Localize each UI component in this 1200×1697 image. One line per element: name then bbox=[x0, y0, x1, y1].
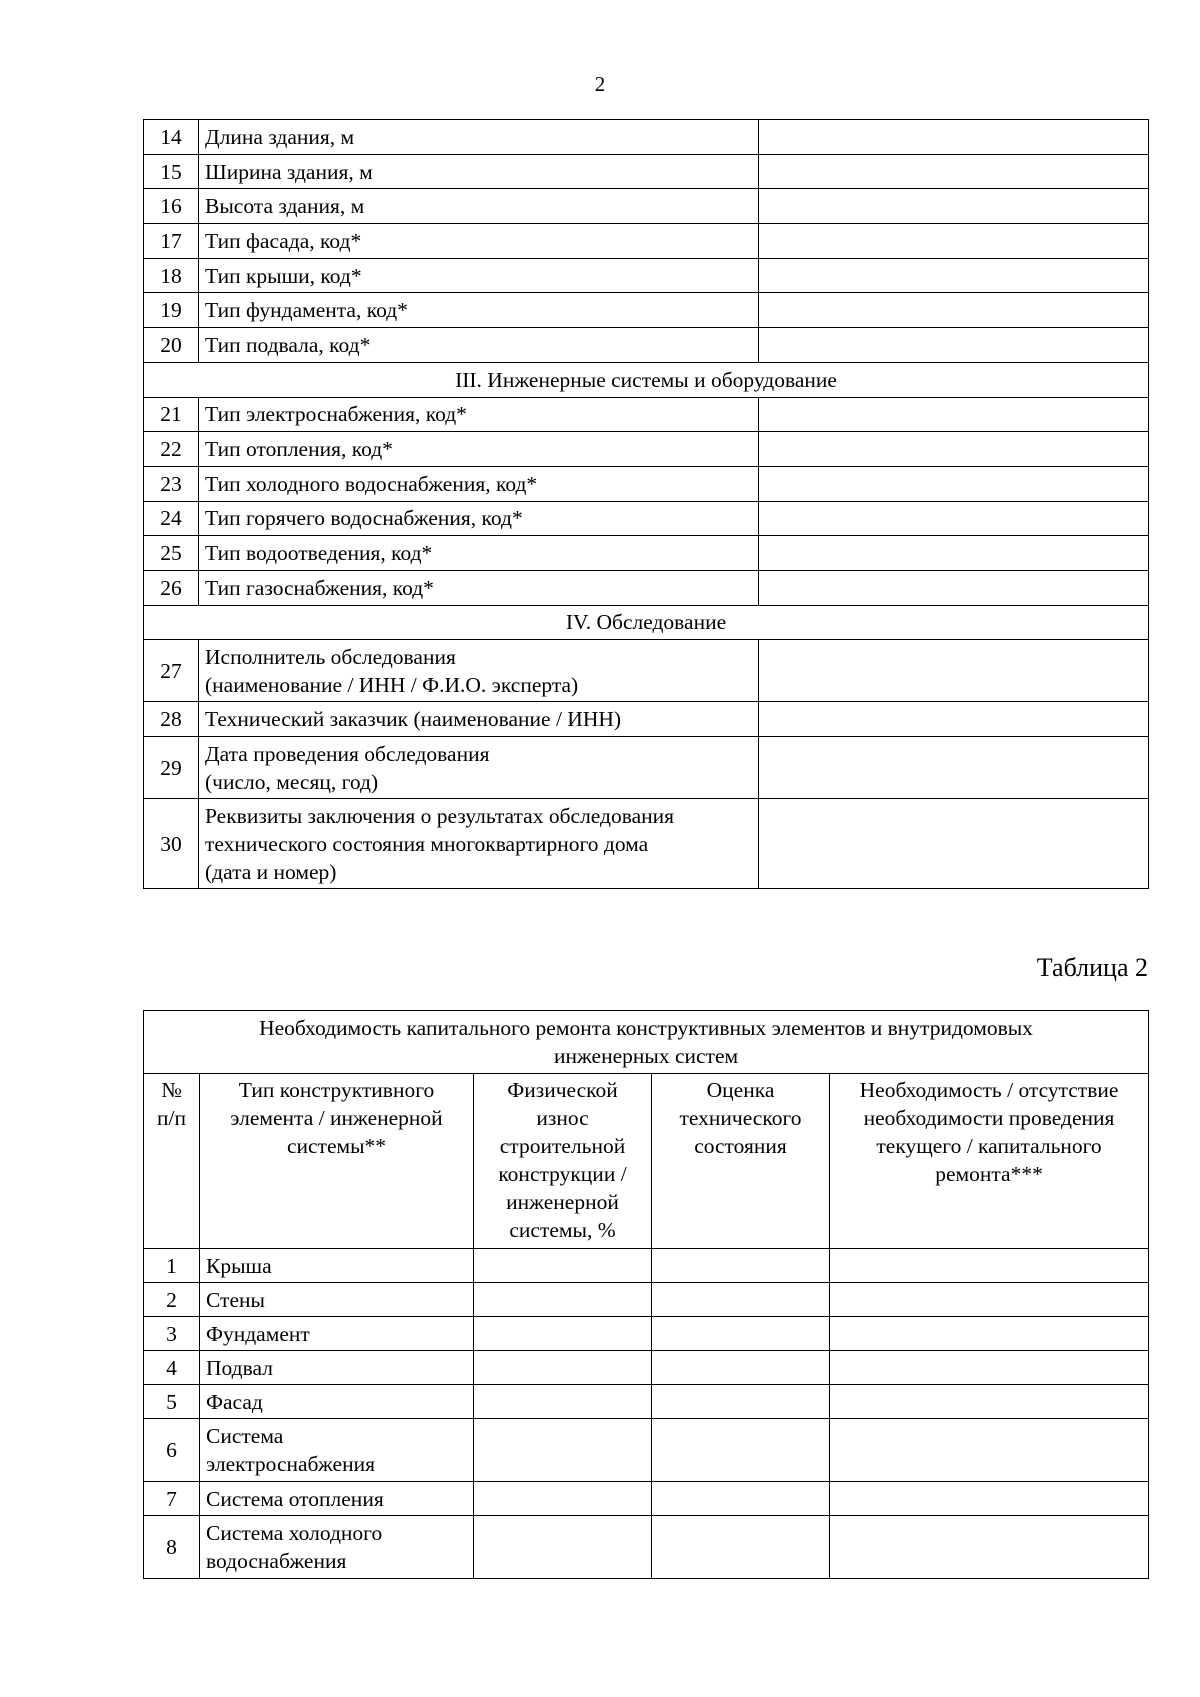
row-number: 1 bbox=[144, 1249, 200, 1283]
value-cell[interactable] bbox=[474, 1419, 652, 1482]
value-cell[interactable] bbox=[759, 466, 1149, 501]
row-number: 15 bbox=[144, 154, 199, 189]
building-parameters-table bbox=[143, 119, 1149, 889]
row-number: 20 bbox=[144, 328, 199, 363]
table-row bbox=[144, 224, 1149, 259]
row-number: 27 bbox=[144, 640, 199, 702]
table-row bbox=[144, 501, 1149, 536]
value-cell[interactable] bbox=[759, 154, 1149, 189]
row-number: 14 bbox=[144, 120, 199, 155]
row-label: Крыша bbox=[200, 1249, 474, 1283]
table-row bbox=[144, 1516, 1149, 1579]
row-label-line: электроснабжения bbox=[206, 1452, 375, 1476]
value-cell[interactable] bbox=[830, 1317, 1149, 1351]
row-number: 2 bbox=[144, 1283, 200, 1317]
row-number: 6 bbox=[144, 1419, 200, 1482]
row-label: Тип отопления, код* bbox=[199, 432, 759, 467]
row-label: Фасад bbox=[200, 1385, 474, 1419]
table-row bbox=[144, 640, 1149, 702]
header-line: износ bbox=[536, 1106, 589, 1130]
row-number: 4 bbox=[144, 1351, 200, 1385]
row-label: Тип фасада, код* bbox=[199, 224, 759, 259]
value-cell[interactable] bbox=[652, 1317, 830, 1351]
table-row bbox=[144, 328, 1149, 363]
row-label-line: (число, месяц, год) bbox=[205, 769, 379, 794]
row-label-line: Реквизиты заключения о результатах обследования bbox=[205, 803, 675, 828]
section-heading-inspection: IV. Обследование bbox=[144, 605, 1149, 640]
table-row bbox=[144, 1419, 1149, 1482]
row-label: Технический заказчик (наименование / ИНН) bbox=[199, 702, 759, 737]
header-line: элемента / инженерной bbox=[230, 1106, 443, 1130]
row-number: 16 bbox=[144, 189, 199, 224]
table-row bbox=[144, 1317, 1149, 1351]
header-number bbox=[144, 1074, 200, 1249]
row-label: Тип горячего водоснабжения, код* bbox=[199, 501, 759, 536]
value-cell[interactable] bbox=[652, 1351, 830, 1385]
value-cell[interactable] bbox=[759, 702, 1149, 737]
row-number: 18 bbox=[144, 258, 199, 293]
table-row bbox=[144, 120, 1149, 155]
row-number: 3 bbox=[144, 1317, 200, 1351]
table-row bbox=[144, 536, 1149, 571]
table-row bbox=[144, 397, 1149, 432]
value-cell[interactable] bbox=[759, 737, 1149, 799]
header-line: инженерной bbox=[506, 1190, 619, 1214]
row-number: 26 bbox=[144, 570, 199, 605]
row-number: 21 bbox=[144, 397, 199, 432]
row-label: Ширина здания, м bbox=[199, 154, 759, 189]
header-line: системы, % bbox=[509, 1218, 616, 1242]
table-row bbox=[144, 799, 1149, 889]
row-label: Стены bbox=[200, 1283, 474, 1317]
table-row bbox=[144, 737, 1149, 799]
value-cell[interactable] bbox=[474, 1351, 652, 1385]
row-label: Фундамент bbox=[200, 1317, 474, 1351]
header-line: Оценка bbox=[706, 1078, 775, 1102]
header-line: п/п bbox=[157, 1106, 186, 1130]
row-number: 5 bbox=[144, 1385, 200, 1419]
table2-label: Таблица 2 bbox=[1036, 953, 1148, 982]
value-cell[interactable] bbox=[830, 1283, 1149, 1317]
row-label: Высота здания, м bbox=[199, 189, 759, 224]
row-label bbox=[199, 640, 759, 702]
row-number: 8 bbox=[144, 1516, 200, 1579]
value-cell[interactable] bbox=[759, 293, 1149, 328]
row-label: Тип водоотведения, код* bbox=[199, 536, 759, 571]
row-number: 24 bbox=[144, 501, 199, 536]
value-cell[interactable] bbox=[830, 1482, 1149, 1516]
row-number: 29 bbox=[144, 737, 199, 799]
value-cell[interactable] bbox=[474, 1482, 652, 1516]
section-row bbox=[144, 605, 1149, 640]
value-cell[interactable] bbox=[759, 397, 1149, 432]
value-cell[interactable] bbox=[474, 1516, 652, 1579]
value-cell[interactable] bbox=[474, 1385, 652, 1419]
value-cell[interactable] bbox=[830, 1385, 1149, 1419]
header-line: ремонта*** bbox=[935, 1162, 1043, 1186]
row-label: Подвал bbox=[200, 1351, 474, 1385]
table-row bbox=[144, 258, 1149, 293]
row-label-line: Исполнитель обследования bbox=[205, 644, 456, 669]
row-number: 19 bbox=[144, 293, 199, 328]
table-row bbox=[144, 154, 1149, 189]
header-line: Тип конструктивного bbox=[238, 1078, 435, 1102]
value-cell[interactable] bbox=[759, 189, 1149, 224]
value-cell[interactable] bbox=[759, 328, 1149, 363]
row-number: 22 bbox=[144, 432, 199, 467]
capital-repair-table bbox=[143, 1010, 1149, 1579]
header-line: № bbox=[161, 1078, 182, 1102]
header-line: Физической bbox=[507, 1078, 618, 1102]
row-label: Тип газоснабжения, код* bbox=[199, 570, 759, 605]
row-label: Тип крыши, код* bbox=[199, 258, 759, 293]
value-cell[interactable] bbox=[652, 1385, 830, 1419]
row-label: Система отопления bbox=[200, 1482, 474, 1516]
row-number: 17 bbox=[144, 224, 199, 259]
value-cell[interactable] bbox=[474, 1317, 652, 1351]
caption-line: инженерных систем bbox=[553, 1044, 739, 1068]
table-caption bbox=[144, 1011, 1149, 1074]
value-cell[interactable] bbox=[652, 1419, 830, 1482]
row-label: Тип электроснабжения, код* bbox=[199, 397, 759, 432]
header-element-type bbox=[200, 1074, 474, 1249]
row-number: 7 bbox=[144, 1482, 200, 1516]
value-cell[interactable] bbox=[759, 501, 1149, 536]
value-cell[interactable] bbox=[652, 1482, 830, 1516]
value-cell[interactable] bbox=[759, 799, 1149, 889]
row-number: 23 bbox=[144, 466, 199, 501]
row-label bbox=[199, 799, 759, 889]
row-number: 30 bbox=[144, 799, 199, 889]
value-cell[interactable] bbox=[830, 1419, 1149, 1482]
header-line: строительной bbox=[499, 1134, 626, 1158]
header-technical-state bbox=[652, 1074, 830, 1249]
page-number: 2 bbox=[594, 72, 606, 96]
value-cell[interactable] bbox=[474, 1249, 652, 1283]
row-label: Длина здания, м bbox=[199, 120, 759, 155]
value-cell[interactable] bbox=[759, 570, 1149, 605]
value-cell[interactable] bbox=[830, 1351, 1149, 1385]
row-label bbox=[200, 1419, 474, 1482]
section-row bbox=[144, 362, 1149, 397]
row-label: Тип холодного водоснабжения, код* bbox=[199, 466, 759, 501]
table-row bbox=[144, 1283, 1149, 1317]
header-line: необходимости проведения bbox=[863, 1106, 1115, 1130]
header-line: состояния bbox=[694, 1134, 787, 1158]
header-line: системы** bbox=[286, 1134, 387, 1158]
row-label-line: технического состояния многоквартирного дома bbox=[205, 831, 649, 856]
value-cell[interactable] bbox=[759, 224, 1149, 259]
table-row bbox=[144, 570, 1149, 605]
value-cell[interactable] bbox=[759, 640, 1149, 702]
table-row bbox=[144, 1385, 1149, 1419]
table-row bbox=[144, 1351, 1149, 1385]
caption-line: Необходимость капитального ремонта конструктивных элементов и внутридомовых bbox=[259, 1016, 1033, 1040]
value-cell[interactable] bbox=[759, 120, 1149, 155]
header-line: технического bbox=[679, 1106, 802, 1130]
row-label-line: водоснабжения bbox=[206, 1549, 347, 1573]
row-label-line: Система bbox=[206, 1424, 284, 1448]
section-heading-engineering: III. Инженерные системы и оборудование bbox=[144, 362, 1149, 397]
table-row bbox=[144, 189, 1149, 224]
header-physical-wear bbox=[474, 1074, 652, 1249]
table-row bbox=[144, 466, 1149, 501]
table-row bbox=[144, 1482, 1149, 1516]
row-label-line: (наименование / ИНН / Ф.И.О. эксперта) bbox=[205, 672, 579, 697]
table-row bbox=[144, 1249, 1149, 1283]
header-line: Необходимость / отсутствие bbox=[859, 1078, 1119, 1102]
value-cell[interactable] bbox=[759, 536, 1149, 571]
value-cell[interactable] bbox=[652, 1516, 830, 1579]
table-caption-row bbox=[144, 1011, 1149, 1074]
value-cell[interactable] bbox=[759, 258, 1149, 293]
table-row bbox=[144, 702, 1149, 737]
row-number: 25 bbox=[144, 536, 199, 571]
value-cell[interactable] bbox=[474, 1283, 652, 1317]
row-label: Тип подвала, код* bbox=[199, 328, 759, 363]
value-cell[interactable] bbox=[830, 1249, 1149, 1283]
row-label-line: Система холодного bbox=[206, 1521, 383, 1545]
header-line: текущего / капитального bbox=[876, 1134, 1102, 1158]
table-row bbox=[144, 293, 1149, 328]
value-cell[interactable] bbox=[830, 1516, 1149, 1579]
header-repair-need bbox=[830, 1074, 1149, 1249]
row-label-line: Дата проведения обследования bbox=[205, 741, 490, 766]
value-cell[interactable] bbox=[759, 432, 1149, 467]
row-number: 28 bbox=[144, 702, 199, 737]
table-header-row bbox=[144, 1074, 1149, 1249]
value-cell[interactable] bbox=[652, 1249, 830, 1283]
row-label: Тип фундамента, код* bbox=[199, 293, 759, 328]
row-label-line: (дата и номер) bbox=[205, 859, 337, 884]
row-label bbox=[199, 737, 759, 799]
value-cell[interactable] bbox=[652, 1283, 830, 1317]
header-line: конструкции / bbox=[498, 1162, 627, 1186]
row-label bbox=[200, 1516, 474, 1579]
table-row bbox=[144, 432, 1149, 467]
